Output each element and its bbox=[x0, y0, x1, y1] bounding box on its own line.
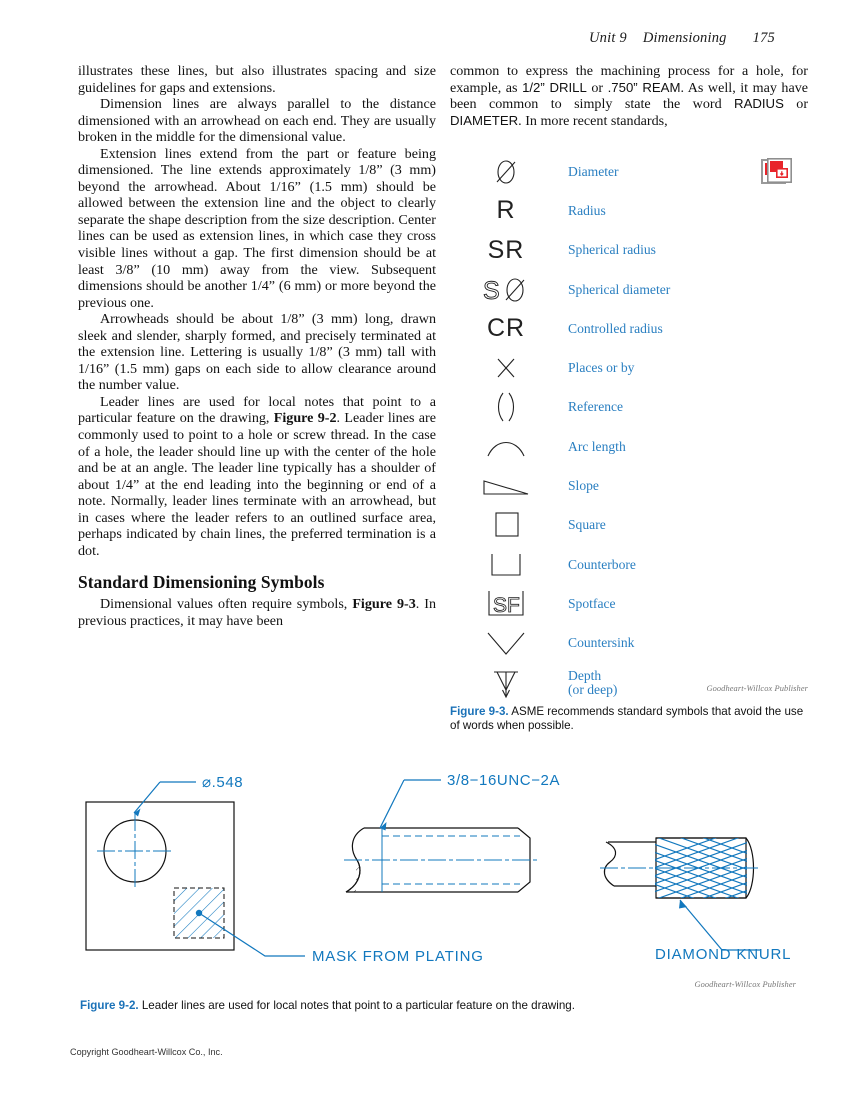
figure-9-2-caption bbox=[80, 999, 780, 1013]
symbol-label bbox=[562, 204, 606, 218]
figure-9-3-caption bbox=[450, 705, 806, 734]
ream-callout: .750” REAM bbox=[607, 79, 681, 95]
symbol-row bbox=[450, 231, 808, 270]
controlled-radius-symbol bbox=[450, 309, 562, 348]
symbol-label bbox=[562, 400, 623, 414]
spherical-radius-glyph: SR bbox=[487, 235, 525, 264]
symbol-label-text: Depth bbox=[568, 667, 602, 683]
symbol-label-text: Slope bbox=[568, 478, 599, 494]
radius-symbol bbox=[450, 191, 562, 230]
symbol-label-text: Diameter bbox=[568, 163, 619, 179]
symbol-label bbox=[562, 243, 656, 257]
figure-reference-9-2: Figure 9-2 bbox=[273, 410, 337, 427]
square-symbol bbox=[450, 506, 562, 545]
symbol-label bbox=[562, 361, 634, 375]
symbol-label bbox=[562, 518, 606, 532]
intro-line4a: or bbox=[783, 96, 809, 113]
symbol-label-text: Spherical diameter bbox=[568, 281, 671, 297]
intro-line2c: . As well, bbox=[680, 79, 736, 96]
symbol-label bbox=[562, 597, 616, 611]
intro-line2a: for example, as bbox=[450, 63, 808, 96]
symbol-row bbox=[450, 309, 808, 348]
leader-text-part2: . Leader lines are commonly used to point to a hole or screw thread. In the case of a hole, the leader should line up with the center of the hole and be at an angle. The leader line typically has a shoulder of about 1/4” at the end leading into the beginning or end of a note. Normally, leader lines terminate with an arrowhead, but in cases where the leader refers to an outlined surface area, perhaps indicated by chain lines, the preferred termination is a dot. bbox=[78, 410, 436, 559]
radius-callout: RADIUS bbox=[734, 96, 784, 112]
paragraph-symbols-intro bbox=[78, 596, 436, 629]
paragraph-leader-lines bbox=[78, 394, 436, 559]
right-text-column bbox=[450, 63, 808, 129]
diameter-symbol bbox=[450, 152, 562, 191]
spotface-symbol bbox=[450, 584, 562, 623]
symbol-row bbox=[450, 191, 808, 230]
figure-reference-9-3: Figure 9-3 bbox=[352, 596, 416, 613]
counterbore-symbol bbox=[450, 545, 562, 584]
symbol-row bbox=[450, 545, 808, 584]
symbol-row bbox=[450, 624, 808, 663]
symbols-text-part1: Dimensional values often require symbols, bbox=[100, 596, 353, 613]
symbol-label-text: Counterbore bbox=[568, 556, 636, 572]
symbol-row bbox=[450, 388, 808, 427]
spherical-diameter-symbol bbox=[450, 270, 562, 309]
knurl-note-text: DIAMOND KNURL bbox=[655, 946, 792, 963]
radius-glyph: R bbox=[496, 196, 516, 225]
symbols-text-part2: . In previous practices, it may have been bbox=[78, 596, 436, 629]
symbol-row bbox=[450, 348, 808, 387]
figure-9-3-credit: Goodheart-Willcox Publisher bbox=[706, 684, 808, 693]
figure-9-3-caption-text: ASME recommends standard symbols that avoid the use of words when possible. bbox=[450, 705, 804, 733]
running-head-unit: Unit 9 bbox=[589, 30, 627, 46]
figure-9-3-number: Figure 9-3. bbox=[450, 705, 509, 718]
symbol-row bbox=[450, 427, 808, 466]
leader-text-part1: Leader lines are used for local notes that point to a particular feature on the drawing, bbox=[78, 393, 436, 427]
symbol-label bbox=[562, 165, 619, 179]
left-text-column bbox=[78, 63, 436, 630]
spherical-radius-symbol bbox=[450, 231, 562, 270]
dimensioning-symbols-table bbox=[450, 152, 808, 702]
reference-symbol bbox=[450, 388, 562, 427]
paragraph-continuation: illustrates these lines, but also illustrates spacing and size guidelines for gaps and extensions. bbox=[78, 63, 436, 96]
paragraph-arrowheads: Arrowheads should be about 1/8” (3 mm) long, drawn sleek and slender, sharply formed, and precisely terminated at the extension line. Lettering is usually 1/8” (3 mm) tall with 1/16” (1.5 mm) gaps on each side to allow clearance around the number value. bbox=[78, 311, 436, 394]
symbol-row bbox=[450, 663, 808, 702]
diameter-callout: DIAMETER bbox=[450, 112, 519, 128]
hole-note-text: ⌀.548 bbox=[202, 774, 244, 791]
copyright-footer: Copyright Goodheart-Willcox Co., Inc. bbox=[70, 1047, 223, 1057]
symbol-row bbox=[450, 506, 808, 545]
symbol-label-text: Reference bbox=[568, 399, 624, 415]
drill-callout: 1/2” DRILL bbox=[522, 79, 587, 95]
symbol-row bbox=[450, 584, 808, 623]
symbol-label bbox=[562, 558, 636, 572]
symbol-row bbox=[450, 270, 808, 309]
intro-line4b: . In more recent standards, bbox=[518, 112, 668, 129]
running-head-section: Dimensioning bbox=[642, 30, 727, 46]
symbol-label bbox=[562, 322, 663, 336]
figure-9-2-number: Figure 9-2. bbox=[80, 999, 139, 1012]
arc-length-symbol bbox=[450, 427, 562, 466]
places-or-by-symbol bbox=[450, 348, 562, 387]
svg-text:SF: SF bbox=[493, 593, 520, 617]
paragraph-extension-lines: Extension lines extend from the part or feature being dimensioned. The line extends approximately 1/8” (3 mm) beyond the arrowhead. About 1/16” (1.5 mm) should be allowed between the extension line and the object to clearly separate the shape description from the size description. Center lines can be used as extension lines, in which case they cross visible lines without a gap. The first dimension should be at least 3/8” (10 mm) away from the view. Subsequent dimensions should be another 1/4” (6 mm) or more beyond the previous one. bbox=[78, 145, 436, 311]
intro-line1: common to express the machining process for a hole, bbox=[450, 63, 784, 79]
symbol-label-text: Spherical radius bbox=[568, 242, 656, 258]
paragraph-machining-process bbox=[450, 63, 808, 129]
mask-note-text: MASK FROM PLATING bbox=[312, 948, 484, 965]
paragraph-dimension-lines: Dimension lines are always parallel to the distance dimensioned with an arrowhead on each end. They are usually broken in the middle for the dimensional value. bbox=[78, 96, 436, 146]
symbol-label-text: Controlled radius bbox=[568, 320, 663, 336]
thread-note-text: 3/8−16UNC−2A bbox=[447, 772, 561, 789]
depth-symbol bbox=[450, 663, 562, 702]
symbol-row bbox=[450, 152, 808, 191]
figure-9-2-drawing bbox=[60, 760, 820, 975]
figure-9-2-caption-text: Leader lines are used for local notes that point to a particular feature on the drawing. bbox=[138, 999, 575, 1012]
intro-line2b: or bbox=[586, 79, 608, 96]
symbol-label-text: Square bbox=[568, 517, 606, 533]
symbol-label-text: Radius bbox=[568, 202, 606, 218]
figure-9-2-credit: Goodheart-Willcox Publisher bbox=[694, 980, 796, 989]
controlled-radius-glyph: CR bbox=[486, 314, 526, 343]
countersink-symbol bbox=[450, 624, 562, 663]
svg-text:S: S bbox=[483, 276, 500, 305]
symbol-label-subtext: (or deep) bbox=[568, 681, 618, 697]
symbol-label bbox=[562, 636, 634, 650]
symbol-label-text: Places or by bbox=[568, 360, 635, 376]
symbol-row bbox=[450, 466, 808, 505]
slope-symbol bbox=[450, 466, 562, 505]
symbol-label-text: Countersink bbox=[568, 635, 635, 651]
page-number: 175 bbox=[752, 30, 775, 46]
symbol-label-text: Arc length bbox=[568, 438, 626, 454]
intro-line3: it may have been common to simply state the word bbox=[450, 79, 808, 113]
symbol-label bbox=[562, 479, 599, 493]
section-heading: Standard Dimensioning Symbols bbox=[78, 572, 325, 593]
symbol-label bbox=[562, 440, 626, 454]
symbol-label-text: Spotface bbox=[568, 595, 616, 611]
running-head bbox=[589, 30, 775, 47]
symbol-label bbox=[562, 283, 670, 297]
